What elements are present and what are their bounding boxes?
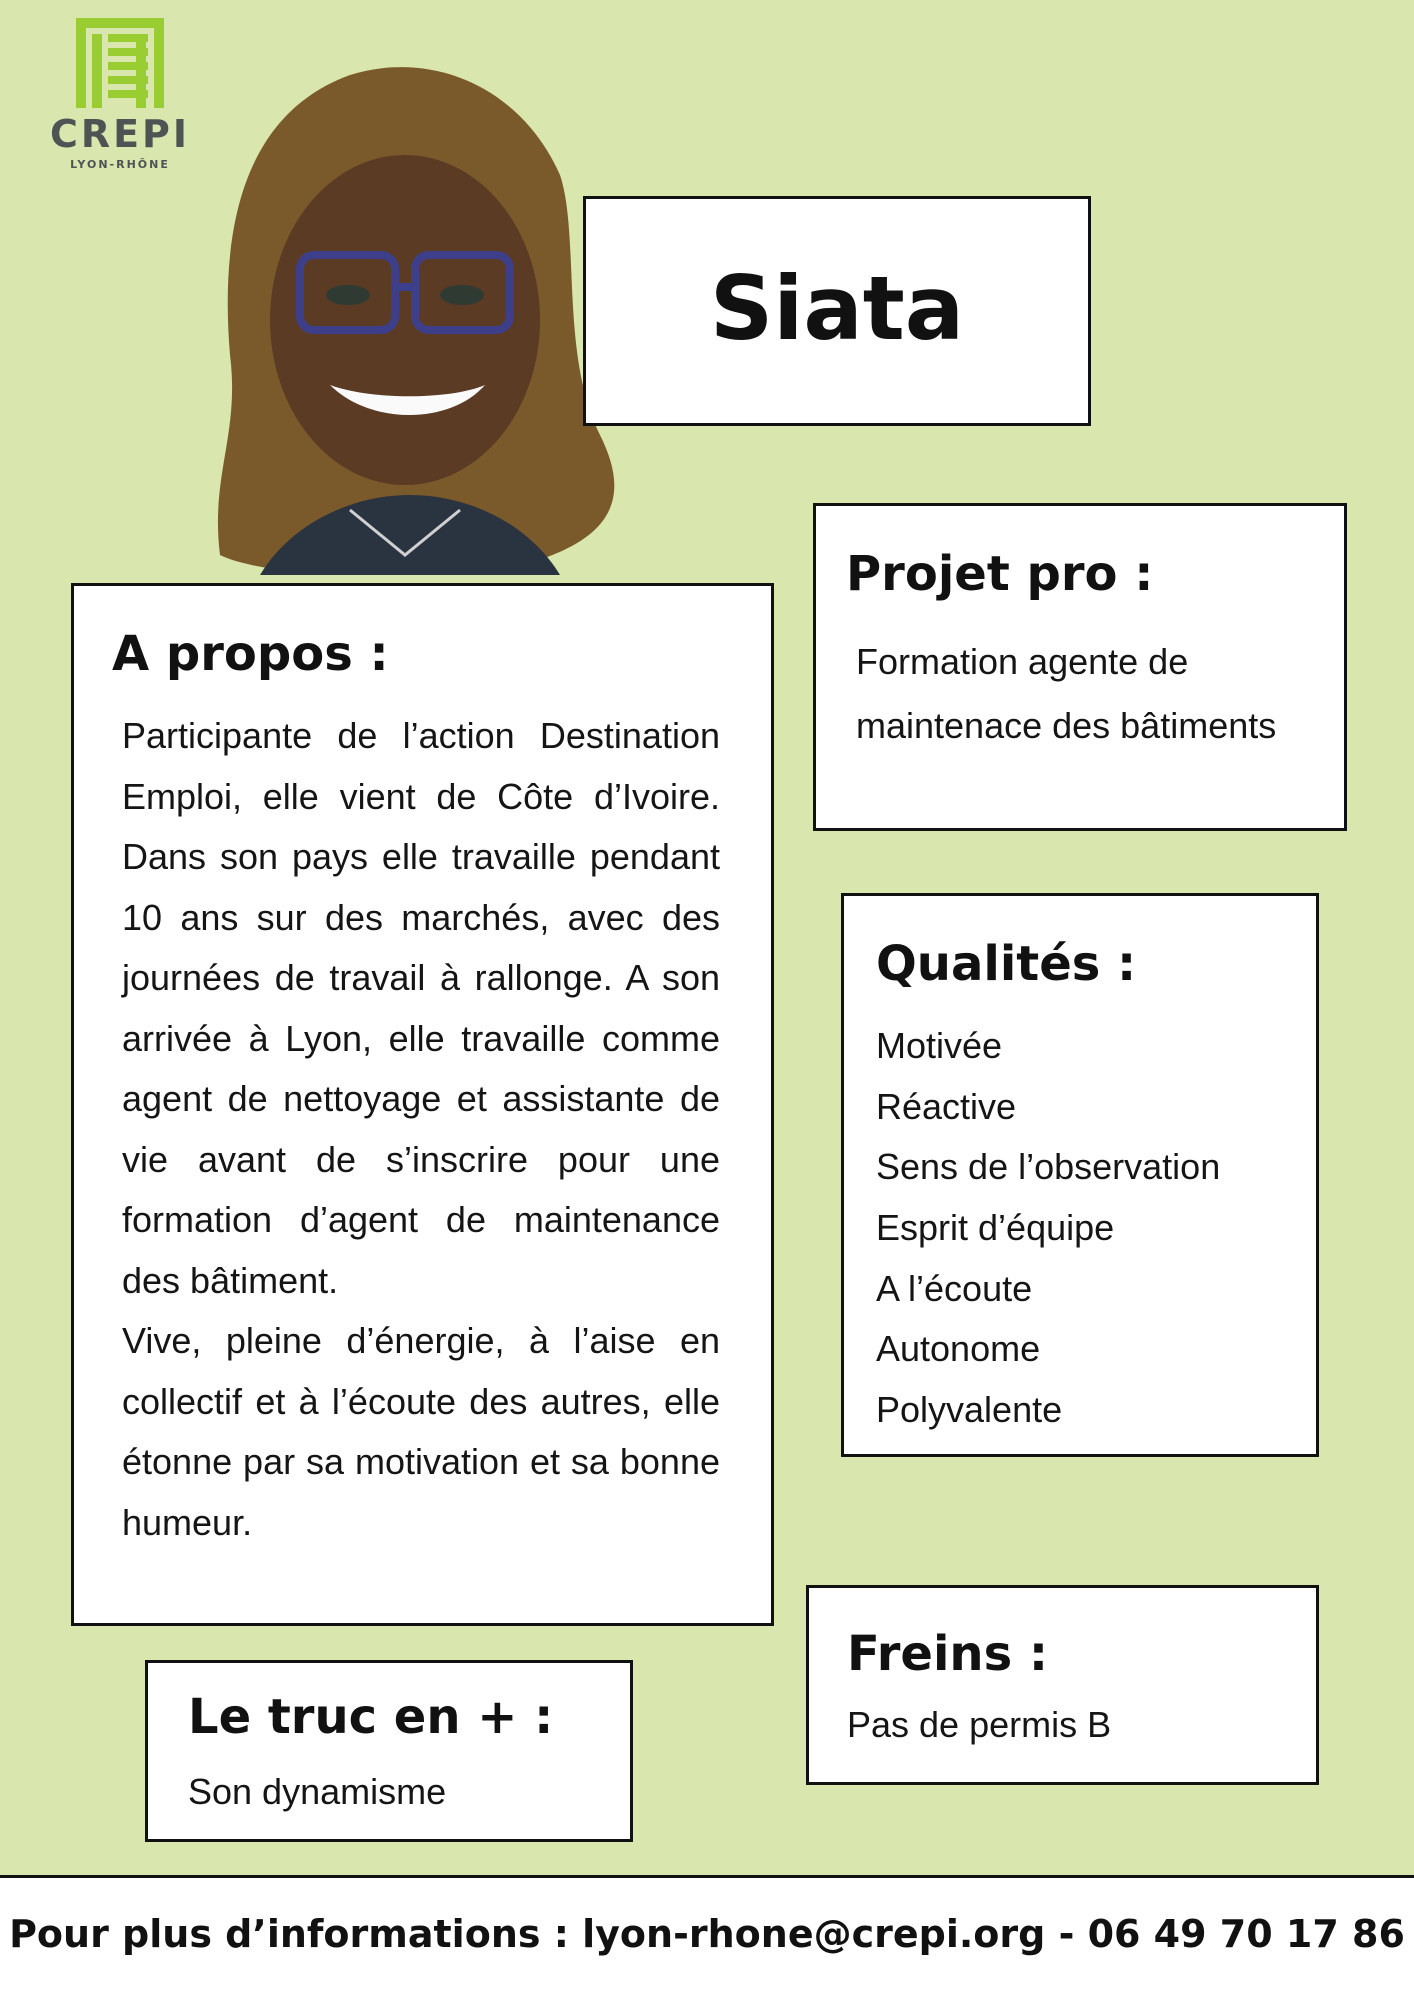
- quality-item: Réactive: [876, 1085, 1017, 1127]
- quality-item: Sens de l’observation: [876, 1146, 1221, 1188]
- quality-item: A l’écoute: [876, 1267, 1033, 1309]
- logo-name: CREPI: [49, 112, 191, 156]
- quality-item: Esprit d’équipe: [876, 1207, 1115, 1249]
- name-card: [583, 196, 1091, 426]
- footer-contact: Pour plus d’informations : lyon-rhone@crepi.org - 06 49 70 17 86: [9, 1912, 1405, 1956]
- qualities-title: Qualités :: [876, 936, 1137, 992]
- project-title: Projet pro :: [846, 546, 1154, 602]
- project-section: [813, 503, 1347, 831]
- quality-item: Autonome: [876, 1328, 1041, 1370]
- about-title: A propos :: [112, 626, 389, 682]
- about-text: [122, 706, 720, 1553]
- profile-name: Siata: [709, 257, 965, 360]
- highlight-text: Son dynamisme: [188, 1771, 447, 1812]
- project-text: Formation agente de maintenace des bâtiments: [856, 641, 1277, 746]
- quality-item: Motivée: [876, 1025, 1003, 1066]
- qualities-section: [841, 893, 1319, 1457]
- about-paragraph-2: Vive, pleine d’énergie, à l’aise en collectif et à l’écoute des autres, elle étonne par sa motivation et sa bonne humeur.: [122, 1320, 720, 1543]
- highlight-title: Le truc en + :: [188, 1689, 554, 1745]
- qualities-list: [876, 1016, 1220, 1441]
- obstacles-title: Freins :: [847, 1626, 1049, 1682]
- footer: [0, 1875, 1414, 2000]
- about-section: [71, 583, 774, 1626]
- logo-region: LYON-RHÔNE: [70, 158, 170, 171]
- quality-item: Polyvalente: [876, 1389, 1063, 1431]
- obstacles-text: Pas de permis B: [847, 1704, 1112, 1745]
- highlight-section: [145, 1660, 633, 1842]
- obstacles-section: [806, 1585, 1319, 1785]
- about-paragraph-1: Participante de l’action Destination Emploi, elle vient de Côte d’Ivoire. Dans son pays elle travaille pendant 10 ans sur des marchés, avec des journées de travail à rallonge. A son arrivée à Lyon, elle travaille comme agent de nettoyage et assistante de vie avant de s’inscrire pour une formation d’agent de maintenance des bâtiment.: [122, 715, 720, 1301]
